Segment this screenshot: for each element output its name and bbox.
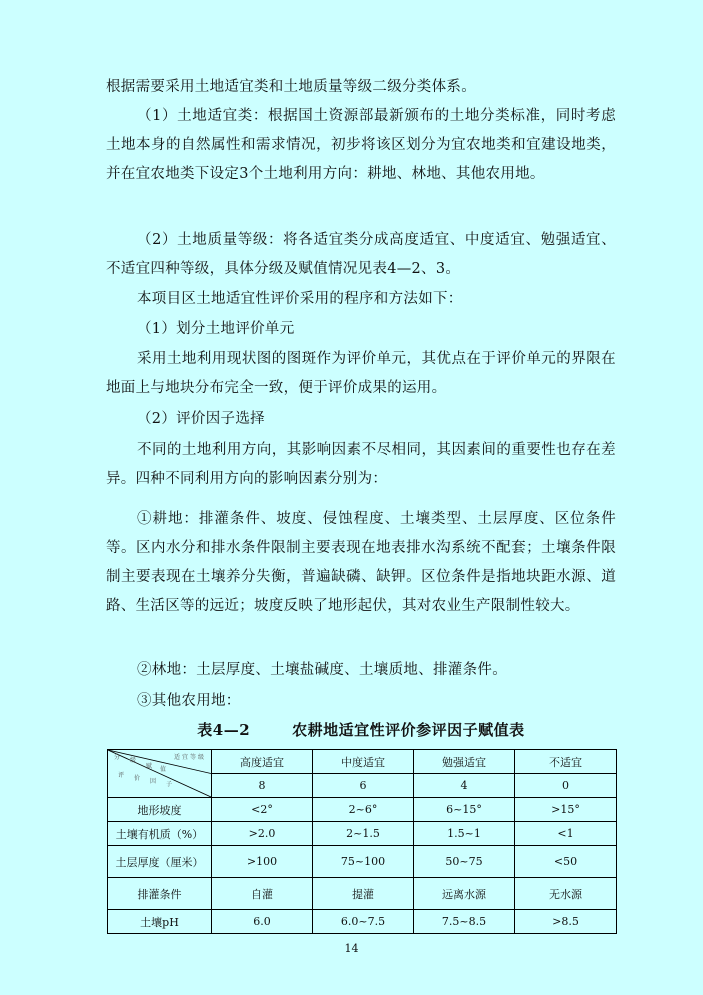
paragraph: （2）土地质量等级：将各适宜类分成高度适宜、中度适宜、勉强适宜、不适宜四种等级，具体分级及赋值情况见表4—2、3。 — [106, 232, 616, 277]
header-cell: 中度适宜 — [313, 750, 414, 774]
value-cell: 7.5~8.5 — [414, 910, 515, 934]
value-cell: 6.0~7.5 — [313, 910, 414, 934]
value-cell: <1 — [515, 822, 617, 846]
corner-label: 因 — [150, 778, 157, 785]
table-row — [108, 798, 617, 822]
table-row — [108, 910, 617, 934]
header-cell: 不适宜 — [515, 750, 617, 774]
paragraph: （1）土地适宜类：根据国土资源部最新颁布的土地分类标准，同时考虑土地本身的自然属性和需求情况，初步将该区划分为宜农地类和宜建设地类，并在宜农地类下设定3个土地利用方向：耕地、林地、其他农用地。 — [106, 108, 616, 182]
value-cell: 6~15° — [414, 798, 515, 822]
value-cell: 75~100 — [313, 846, 414, 878]
corner-label: 级 — [130, 757, 137, 764]
corner-label: 子 — [166, 781, 173, 788]
corner-label: 等 — [190, 754, 197, 761]
paragraph: ②林地：土层厚度、土壤盐碱度、土壤质地、排灌条件。 — [137, 662, 507, 678]
corner-label: 适 — [174, 754, 181, 761]
score-cell: 0 — [515, 774, 617, 798]
value-cell: >2.0 — [212, 822, 313, 846]
factor-cell: 土层厚度（厘米） — [108, 846, 212, 878]
factor-cell: 排灌条件 — [108, 878, 212, 910]
value-cell: 2~6° — [313, 798, 414, 822]
corner-label: 分 — [114, 754, 121, 761]
page-number: 14 — [344, 942, 359, 955]
factor-cell: 土壤pH — [108, 910, 212, 934]
value-cell: 1.5~1 — [414, 822, 515, 846]
table-title: 农耕地适宜性评价参评因子赋值表 — [292, 721, 525, 739]
value-cell: 50~75 — [414, 846, 515, 878]
table-corner-cell — [108, 750, 212, 798]
factor-cell: 地形坡度 — [108, 798, 212, 822]
value-cell: 2~1.5 — [313, 822, 414, 846]
header-cell: 勉强适宜 — [414, 750, 515, 774]
value-cell: <2° — [212, 798, 313, 822]
paragraph: 根据需要采用土地适宜类和土地质量等级二级分类体系。 — [106, 79, 476, 95]
value-cell: 远离水源 — [414, 878, 515, 910]
corner-label: 价 — [134, 775, 141, 782]
value-cell: 无水源 — [515, 878, 617, 910]
value-cell: >100 — [212, 846, 313, 878]
value-cell: <50 — [515, 846, 617, 878]
score-cell: 8 — [212, 774, 313, 798]
table-row — [108, 846, 617, 878]
paragraph: ③其他农用地： — [137, 693, 241, 709]
table-number: 表4—2 — [197, 721, 251, 739]
corner-label: 宜 — [182, 754, 189, 761]
corner-label: 赋 — [146, 763, 153, 770]
score-cell: 4 — [414, 774, 515, 798]
value-cell: >15° — [515, 798, 617, 822]
paragraph: （2）评价因子选择 — [137, 411, 265, 427]
value-cell: 自灌 — [212, 878, 313, 910]
factor-cell: 土壤有机质（%） — [108, 822, 212, 846]
factor-score-table — [107, 749, 617, 934]
paragraph: 本项目区土地适宜性评价采用的程序和方法如下： — [137, 291, 463, 307]
corner-label: 值 — [160, 766, 167, 773]
table-row — [108, 822, 617, 846]
score-cell: 6 — [313, 774, 414, 798]
value-cell: 6.0 — [212, 910, 313, 934]
table-row — [108, 878, 617, 910]
corner-label: 级 — [198, 754, 205, 761]
value-cell: 提灌 — [313, 878, 414, 910]
paragraph: ①耕地：排灌条件、坡度、侵蚀程度、土壤类型、土层厚度、区位条件等。区内水分和排水条件限制主要表现在地表排水沟系统不配套；土壤条件限制主要表现在土壤养分失衡，普遍缺磷、缺钾。区位条件是指地块距水源、道路、生活区等的远近；坡度反映了地形起伏，其对农业生产限制性较大。 — [106, 511, 616, 614]
paragraph: 不同的土地利用方向，其影响因素不尽相同，其因素间的重要性也存在差异。四种不同利用方向的影响因素分别为： — [106, 442, 616, 487]
paragraph: （1）划分土地评价单元 — [137, 321, 295, 337]
table-header-row — [108, 750, 617, 774]
paragraph: 采用土地利用现状图的图斑作为评价单元，其优点在于评价单元的界限在地面上与地块分布完全一致，便于评价成果的运用。 — [106, 351, 616, 396]
value-cell: >8.5 — [515, 910, 617, 934]
corner-label: 评 — [118, 772, 125, 779]
header-cell: 高度适宜 — [212, 750, 313, 774]
table-caption — [106, 719, 616, 740]
